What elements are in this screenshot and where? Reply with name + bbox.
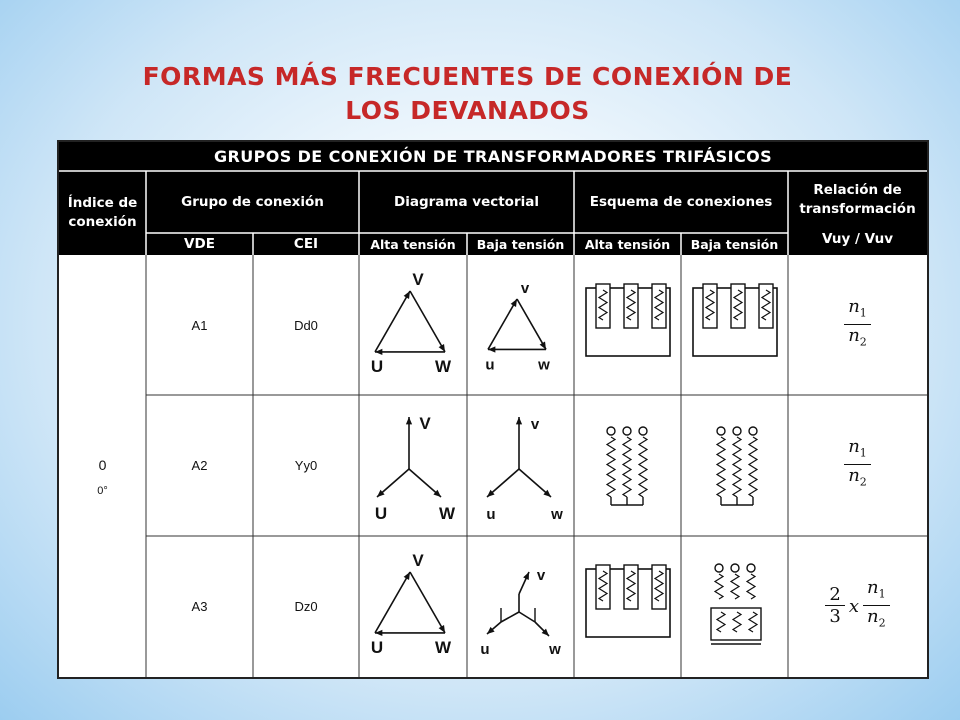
row-2-cei: Yy0 [294, 458, 318, 473]
row-3-diagrams [371, 551, 761, 658]
index-angle: 0° [97, 485, 108, 497]
header-cei: CEI [293, 236, 319, 252]
header-grupo: Grupo de conexión [181, 194, 324, 210]
vector-label-u: u [485, 356, 495, 374]
header-alta-esquema: Alta tensión [584, 236, 671, 252]
hv-connection-scheme [586, 565, 670, 637]
vector-label-v: V [412, 551, 424, 570]
vector-label-v: v [536, 567, 546, 584]
hv-connection-scheme [607, 427, 647, 505]
vector-label-v: V [412, 270, 424, 289]
header-baja-diagrama: Baja tensión [476, 236, 565, 252]
vector-label-u: u [480, 641, 490, 658]
page-title-line-2: LOS DEVANADOS [345, 96, 590, 125]
lv-vector-diagram [486, 416, 563, 523]
vector-label-w: W [438, 504, 456, 523]
connection-groups-table [57, 140, 929, 679]
page-title [0, 60, 935, 128]
row-1-cei: Dd0 [294, 317, 318, 333]
hv-connection-scheme [586, 284, 670, 356]
vector-label-w: w [551, 506, 563, 523]
vector-label-v: V [419, 414, 431, 433]
row-2-ratio: $\frac{n_1}{n_2}$ [788, 395, 927, 536]
lv-connection-scheme [717, 427, 757, 505]
page-title-line-1: FORMAS MÁS FRECUENTES DE CONEXIÓN DE [142, 62, 793, 91]
hv-vector-diagram [371, 270, 452, 376]
header-vde: VDE [184, 236, 215, 252]
vector-label-w: w [549, 641, 561, 658]
row-2-diagrams [375, 414, 757, 523]
vector-label-u: U [374, 504, 388, 523]
row-3-ratio: $\frac{2}{3}$ x $\frac{n_1}{n_2}$ [788, 536, 927, 677]
header-baja-esquema: Baja tensión [690, 236, 779, 252]
row-3-cei: Dz0 [294, 599, 318, 614]
row-3-vde: A3 [191, 599, 208, 614]
hv-vector-diagram [371, 551, 452, 657]
header-relacion: Relación de transformación [799, 182, 916, 217]
lv-connection-scheme [711, 564, 761, 644]
vector-label-w: W [434, 356, 452, 376]
vector-label-w: w [538, 356, 550, 374]
row-1-ratio: $\frac{n_1}{n_2}$ [788, 255, 927, 395]
row-1-vde: A1 [191, 317, 208, 333]
vector-label-v: v [520, 280, 530, 297]
header-indice: Índice de conexión [67, 195, 138, 230]
vector-label-w: W [434, 637, 452, 657]
row-2-vde: A2 [191, 458, 208, 473]
header-esquema: Esquema de conexiones [589, 194, 773, 210]
vector-label-u: u [486, 506, 496, 523]
vector-label-v: v [530, 416, 540, 433]
table-title: GRUPOS DE CONEXIÓN DE TRANSFORMADORES TRIFÁSICOS [213, 147, 773, 166]
lv-vector-diagram [485, 280, 550, 373]
header-diagrama: Diagrama vectorial [394, 194, 539, 210]
lv-connection-scheme [693, 284, 777, 356]
lv-vector-diagram [480, 567, 561, 658]
hv-vector-diagram [375, 414, 456, 523]
header-alta-diagrama: Alta tensión [370, 236, 456, 252]
index-value: 0 [98, 457, 107, 473]
vector-label-u: U [370, 637, 384, 657]
vector-label-u: U [370, 356, 384, 376]
header-relacion-formula: Vuy / Vuv [821, 231, 894, 247]
